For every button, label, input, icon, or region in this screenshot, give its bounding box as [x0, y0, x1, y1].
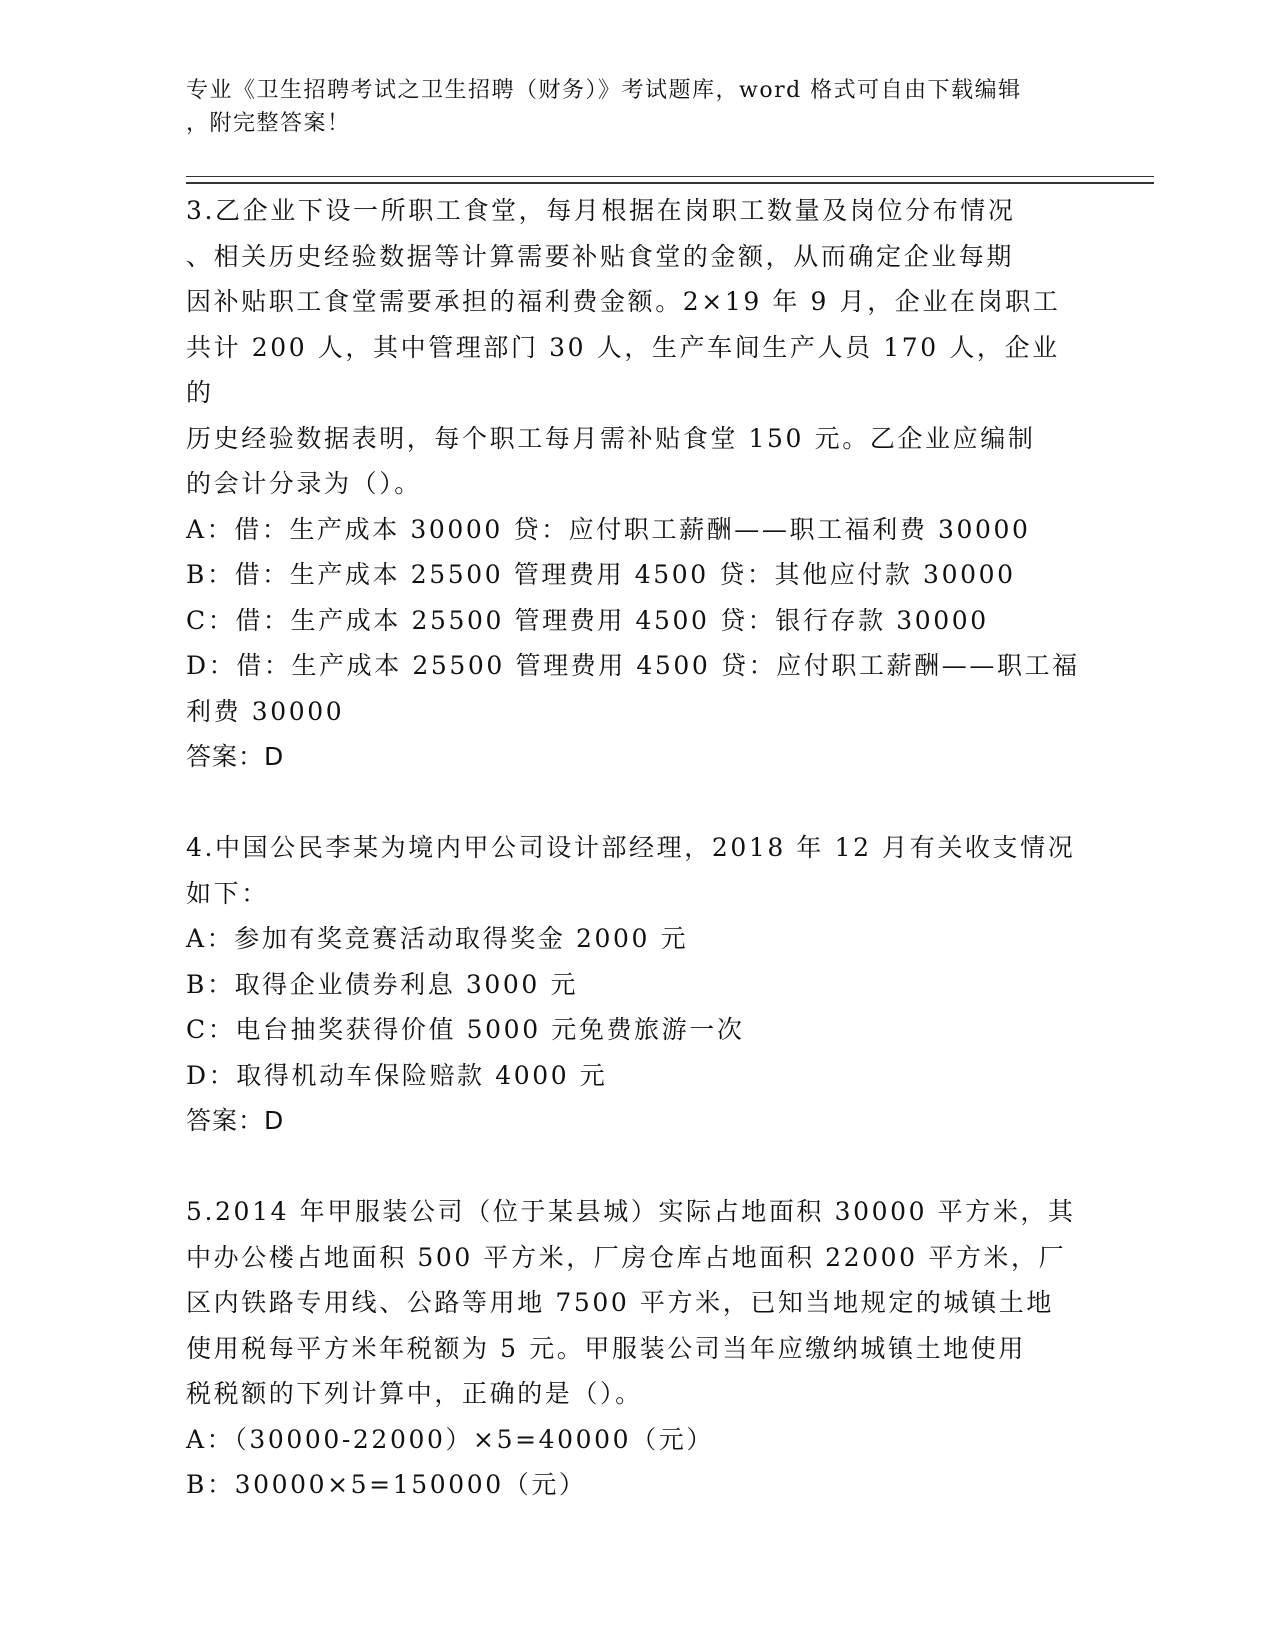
option-c: C：电台抽奖获得价值 5000 元免费旅游一次: [186, 1015, 745, 1044]
question-text-line: 因补贴职工食堂需要承担的福利费金额。2×19 年 9 月，企业在岗职工: [186, 287, 1061, 316]
header-line-1: 专业《卫生招聘考试之卫生招聘（财务）》考试题库，word 格式可自由下载编辑: [186, 78, 1022, 103]
question-text-line: 税税额的下列计算中，正确的是（）。: [186, 1379, 643, 1408]
spacer: [186, 780, 1086, 826]
header-divider: [186, 176, 1154, 184]
option-a: A：借：生产成本 30000 贷：应付职工薪酬——职工福利费 30000: [186, 514, 1031, 544]
question-text-line: 使用税每平方米年税额为 5 元。甲服装公司当年应缴纳城镇土地使用: [186, 1333, 1027, 1363]
question-4: [186, 825, 1086, 1144]
question-3: [186, 188, 1086, 780]
question-text-line: 如下：: [186, 878, 269, 908]
question-text-line: 区内铁路专用线、公路等用地 7500 平方米，已知当地规定的城镇土地: [186, 1288, 1054, 1317]
question-text-line: 历史经验数据表明，每个职工每月需补贴食堂 150 元。乙企业应编制: [186, 423, 1036, 453]
question-text-line: 3.乙企业下设一所职工食堂，每月根据在岗职工数量及岗位分布情况: [186, 196, 1016, 225]
question-text-line: 5.2014 年甲服装公司（位于某县城）实际占地面积 30000 平方米，其: [186, 1197, 1076, 1226]
answer-label: 答案：D: [186, 1106, 285, 1135]
answer-label: 答案：D: [186, 742, 285, 771]
document-header: [186, 74, 1066, 140]
question-text-line: 、相关历史经验数据等计算需要补贴食堂的金额，从而确定企业每期: [186, 241, 1015, 271]
question-text-line: 4.中国公民李某为境内甲公司设计部经理，2018 年 12 月有关收支情况: [186, 833, 1076, 862]
option-d: D：借：生产成本 25500 管理费用 4500 贷：应付职工薪酬——职工福: [186, 651, 1080, 680]
question-text-line: 中办公楼占地面积 500 平方米，厂房仓库占地面积 22000 平方米，厂: [186, 1242, 1067, 1272]
question-5: [186, 1189, 1086, 1508]
question-text-line: 共计 200 人，其中管理部门 30 人，生产车间生产人员 170 人，企业的: [186, 332, 1060, 407]
option-c: C：借：生产成本 25500 管理费用 4500 贷：银行存款 30000: [186, 605, 989, 635]
option-b: B：借：生产成本 25500 管理费用 4500 贷：其他应付款 30000: [186, 560, 1016, 589]
option-a: A：（30000-22000）×5=40000（元）: [186, 1424, 714, 1454]
header-line-2: ，附完整答案！: [186, 111, 351, 136]
option-b: B：30000×5=150000（元）: [186, 1470, 587, 1499]
question-text-line: 的会计分录为（）。: [186, 469, 422, 498]
option-d: D：取得机动车保险赔款 4000 元: [186, 1060, 608, 1090]
option-a: A：参加有奖竞赛活动取得奖金 2000 元: [186, 924, 689, 953]
spacer: [186, 1144, 1086, 1190]
option-d-continued: 利费 30000: [186, 696, 345, 726]
option-b: B：取得企业债券利息 3000 元: [186, 969, 579, 999]
question-list: [186, 188, 1086, 1508]
